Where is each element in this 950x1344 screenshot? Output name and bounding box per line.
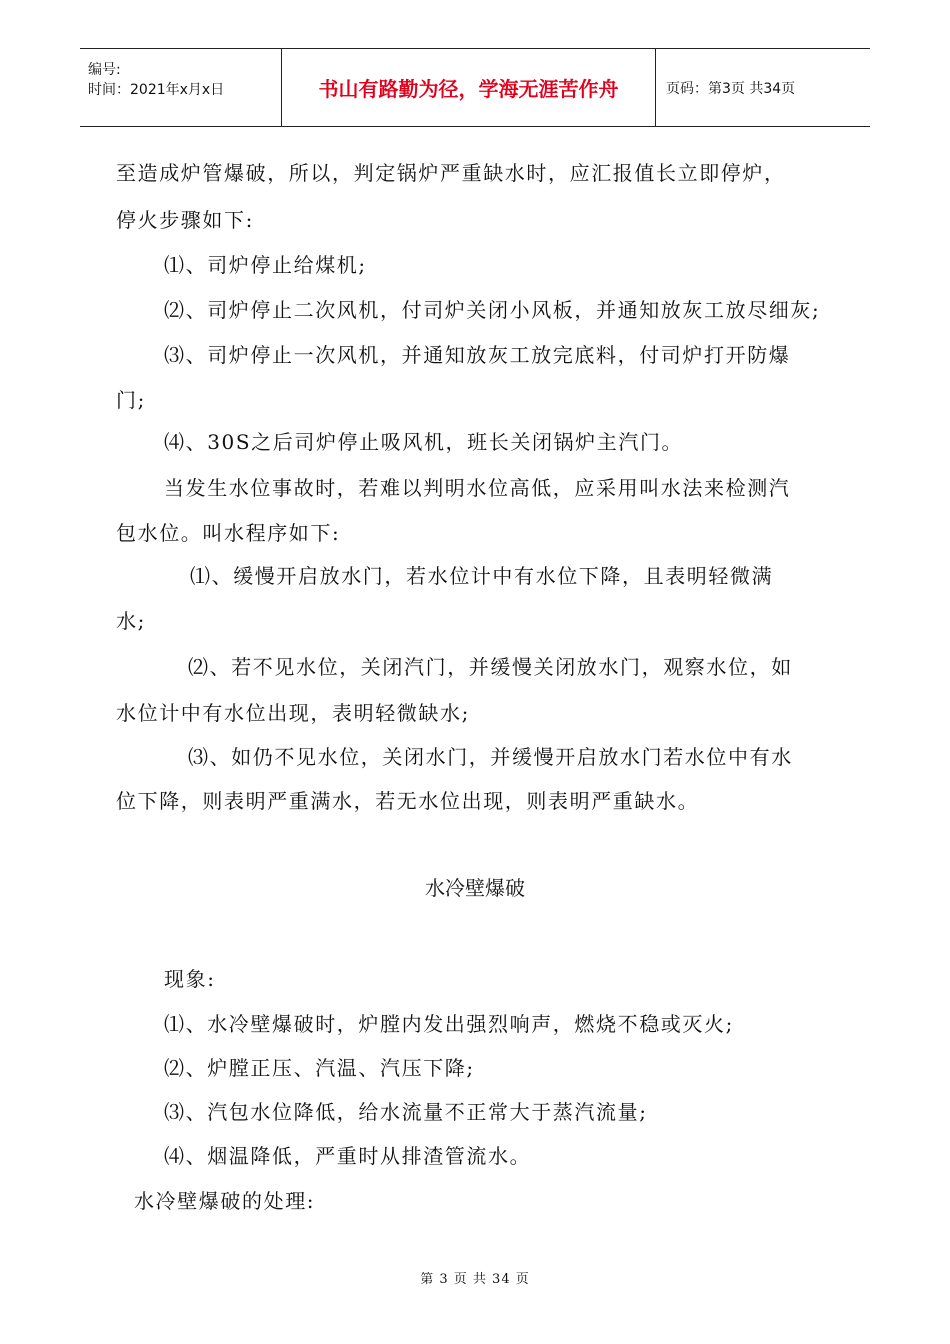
paragraph-line: ⑴、司炉停止给煤机;: [164, 253, 367, 277]
phenomena-line: ⑵、炉膛正压、汽温、汽压下降;: [164, 1056, 475, 1080]
paragraph-line: ⑷、30S之后司炉停止吸风机，班长关闭锅炉主汽门。: [164, 430, 684, 454]
page-footer: 第 3 页 共 34 页: [420, 1272, 530, 1287]
paragraph-line: ⑶、如仍不见水位，关闭水门，并缓慢开启放水门若水位中有水: [188, 745, 793, 769]
paragraph-line: 水位计中有水位出现，表明轻微缺水;: [116, 701, 470, 725]
paragraph-line: ⑶、司炉停止一次风机，并通知放灰工放完底料，付司炉打开防爆: [164, 343, 791, 367]
phenomena-line: ⑷、烟温降低，严重时从排渣管流水。: [164, 1144, 532, 1168]
paragraph-line: 当发生水位事故时，若难以判明水位高低，应采用叫水法来检测汽: [164, 476, 791, 500]
paragraph-line: 停火步骤如下:: [116, 208, 254, 232]
header-page-info-cell: [656, 49, 870, 126]
document-time-label: 时间：2021年x月x日: [88, 82, 225, 98]
paragraph-line: ⑵、若不见水位，关闭汽门，并缓慢关闭放水门，观察水位，如: [188, 655, 793, 679]
header-meta-cell: [80, 49, 282, 126]
paragraph-line: 至造成炉管爆破，所以，判定锅炉严重缺水时，应汇报值长立即停炉，: [116, 161, 786, 185]
phenomena-line: ⑶、汽包水位降低，给水流量不正常大于蒸汽流量;: [164, 1100, 648, 1124]
paragraph-line: ⑵、司炉停止二次风机，付司炉关闭小风板，并通知放灰工放尽细灰;: [164, 298, 821, 322]
phenomena-line: 水冷壁爆破的处理:: [134, 1189, 316, 1213]
paragraph-line: ⑴、缓慢开启放水门，若水位计中有水位下降，且表明轻微满: [190, 564, 774, 588]
paragraph-line: 门;: [116, 388, 146, 412]
phenomena-line: ⑴、水冷壁爆破时，炉膛内发出强烈响声，燃烧不稳或灭火;: [164, 1012, 734, 1036]
header-motto: 书山有路勤为径，学海无涯苦作舟: [282, 49, 656, 126]
document-number-label: 编号:: [88, 62, 121, 78]
phenomena-line: 现象:: [164, 967, 216, 991]
paragraph-line: 位下降，则表明严重满水，若无水位出现，则表明严重缺水。: [116, 789, 700, 813]
section-title: 水冷壁爆破: [425, 876, 525, 900]
page-header: [80, 48, 870, 127]
paragraph-line: 包水位。叫水程序如下:: [116, 521, 341, 545]
header-page-info: 页码：第3页 共34页: [666, 80, 796, 97]
paragraph-line: 水;: [116, 609, 146, 633]
